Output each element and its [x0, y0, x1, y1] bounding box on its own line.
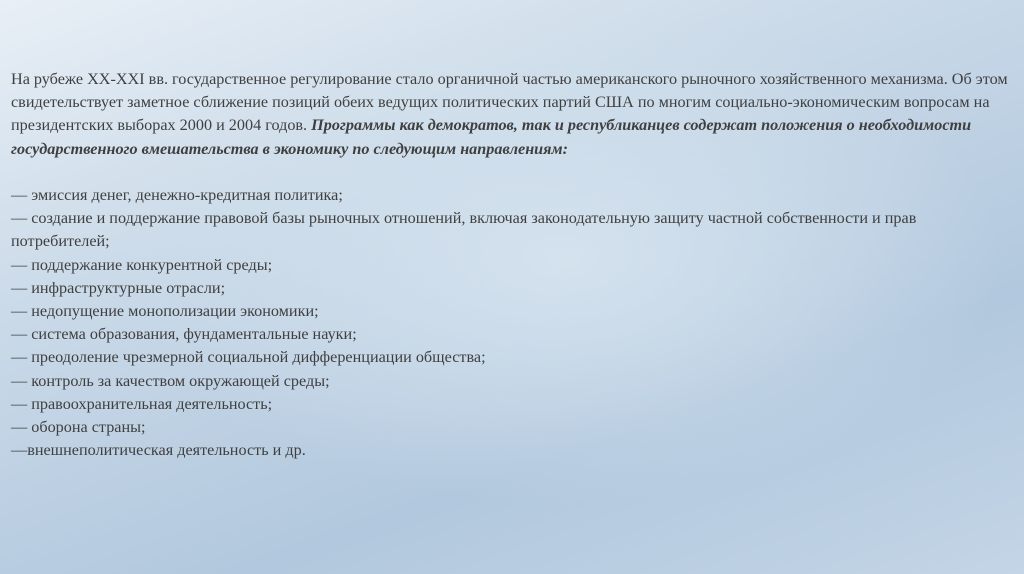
- slide-text-block: [11, 68, 1011, 462]
- intro-text: На рубеже XX-XXI вв. государственное регулирование стало органичной частью американского рыночного хозяйственного механизма. Об этом свидетельствует заметное сближение позиций обеих ведущих политических партий США по многим социально-экономическим вопросам на президентских выборах 2000 и 2004 годов.: [11, 70, 1008, 135]
- list-item: — система образования, фундаментальные науки;: [11, 325, 357, 344]
- intro-emphasis: Программы как демократов, так и республиканцев содержат положения о необходимости государственного вмешательства в экономику по следующим направлениям:: [11, 116, 972, 158]
- list-item: — эмиссия денег, денежно-кредитная политика;: [11, 186, 343, 204]
- list-item: — правоохранительная деятельность;: [11, 394, 273, 413]
- list-item: — инфраструктурные отрасли;: [11, 278, 226, 297]
- list-item: —внешнеполитическая деятельность и др.: [11, 441, 306, 460]
- intro-paragraph: [11, 68, 1011, 161]
- directions-list: [11, 184, 1011, 462]
- paragraph-spacer: [11, 161, 1011, 184]
- list-item: — контроль за качеством окружающей среды;: [11, 371, 330, 390]
- list-item: — недопущение монополизации экономики;: [11, 302, 319, 321]
- list-item: — поддержание конкурентной среды;: [11, 255, 273, 274]
- list-item: — оборона страны;: [11, 418, 146, 437]
- list-item: — создание и поддержание правовой базы рыночных отношений, включая законодательную защиту частной собственности и прав потребителей;: [11, 209, 917, 251]
- list-item: — преодоление чрезмерной социальной дифференциации общества;: [11, 348, 486, 367]
